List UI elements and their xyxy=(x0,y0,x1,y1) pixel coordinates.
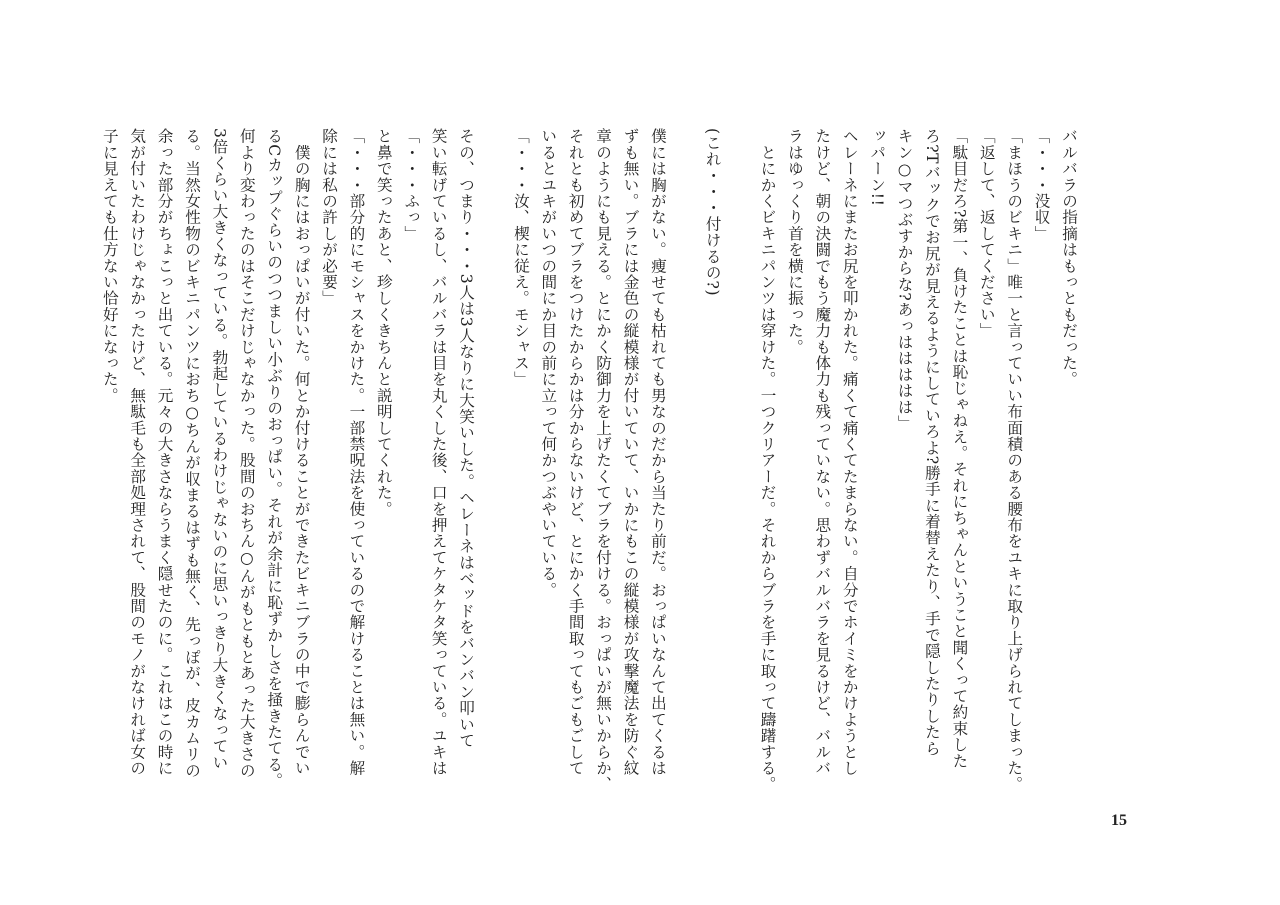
text-line: 笑い転げているし、バルバラは目を丸くした後、口を押えてケタケタ笑っている。ユキは xyxy=(429,128,448,776)
page-number: 15 xyxy=(1111,812,1127,829)
text-line: 除には私の許しが必要」 xyxy=(320,128,339,307)
text-line: 3倍くらい大きくなっている。勃起しているわけじゃないのに思いっきり大きくなってい xyxy=(210,128,229,771)
text-line: とにかくビキニパンツは穿けた。一つクリアーだ。それからブラを手に取って躊躇する。 xyxy=(758,128,777,793)
text-line: 章のようにも見える。とにかく防御力を上げたくてブラを付ける。おっぱいが無いからか、 xyxy=(594,128,613,793)
text-line: 子に見えても仕方ない恰好になった。 xyxy=(100,128,119,404)
text-line: 何より変わったのはそこだけじゃなかった。股間のおちん○んがもともとあった大きさの xyxy=(237,128,256,779)
text-line: 僕の胸にはおっぱいが付いた。何とか付けることができたビキニブラの中で膨らんでい xyxy=(292,128,311,776)
text-line: 「返して、返してください」 xyxy=(977,128,996,339)
blank-line xyxy=(726,128,753,788)
text-line: 「駄目だろ?第一、負けたことは恥じゃねえ。それにちゃんということ聞くって約束した xyxy=(950,128,969,769)
text-line: バルバラの指摘はもっともだった。 xyxy=(1060,128,1078,388)
text-line: る。当然女性物のビキニパンツにおち○ちんが収まるはずも無く、先っぽが、皮カムリの xyxy=(183,128,201,779)
blank-line xyxy=(671,128,698,788)
text-line: 「・・・部分的にモシャスをかけた。一部禁呪法を使っているので解けることは無い。解 xyxy=(347,128,366,776)
text-line: 「まほうのビキニ」唯一と言っていい布面積のある腰布をユキに取り上げられてしまった。 xyxy=(1005,128,1024,793)
text-line: 気が付いたわけじゃなかったけど、無駄毛も全部処理されて、股間のモノがなければ女の xyxy=(128,128,147,776)
text-line: 「・・・没収」 xyxy=(1032,128,1051,242)
text-line: 余った部分がちょこっと出ている。元々の大きさならうまく隠せたのに。これはこの時に xyxy=(155,128,174,776)
text-line: 「・・・汝、楔に従え。モシャス」 xyxy=(511,128,530,388)
text-line: (これ・・・付けるの?) xyxy=(703,128,722,297)
text-line: それとも初めてブラをつけたからかは分からないけど、とにかく手間取ってもごもごして xyxy=(566,128,585,776)
text-line: ラはゆっくり首を横に振った。 xyxy=(785,128,804,355)
text-line: ろ?Tバックでお尻が見えるようにしていろよ?勝手に着替えたり、手で隠したりしたら xyxy=(922,128,941,757)
text-line: たけど、朝の決闘でもう魔力も体力も残っていない。思わずバルバラを見るけど、バルバ xyxy=(813,128,832,776)
text-line: キン○マつぶすからな?あっははははは」 xyxy=(895,128,914,431)
text-line: 僕には胸がない。痩せても枯れても男なのだから当たり前だ。おっぱいなんて出てくるは xyxy=(648,128,667,776)
text-line: ずも無い。ブラには金色の縦模様が付いていて、いかにもこの縦模様が攻撃魔法を防ぐ紋 xyxy=(621,128,640,776)
text-line: ッパーン!! xyxy=(868,128,887,207)
vertical-text-body xyxy=(95,128,1082,793)
text-line: その、つまり・・・3人は3人なりに大笑いした。ヘレーネはベッドをバンバン叩いて xyxy=(457,128,476,749)
text-line: るCカップぐらいのつつましい小ぶりのおっぱい。それが余計に恥ずかしさを掻きたてる。 xyxy=(265,128,284,789)
blank-line xyxy=(479,128,506,788)
text-line: ヘレーネにまたお尻を叩かれた。痛くて痛くてたまらない。自分でホイミをかけようとし xyxy=(840,128,859,776)
text-line: 「・・・ふっ」 xyxy=(402,128,421,242)
text-line: と鼻で笑ったあと、珍しくきちんと説明してくれた。 xyxy=(374,128,393,517)
text-line: いるとユキがいつの間にか目の前に立って何かつぶやいている。 xyxy=(539,128,558,598)
